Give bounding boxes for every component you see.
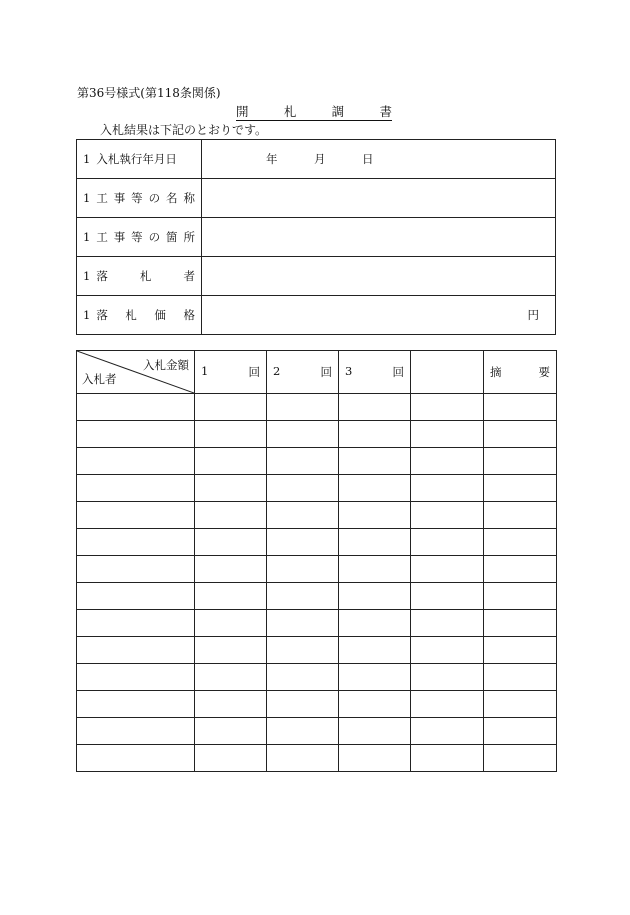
info-row-price <box>77 296 556 335</box>
extra-cell[interactable] <box>411 556 484 583</box>
label-text <box>96 229 201 245</box>
year-unit: 年 <box>266 152 278 166</box>
item-number: 1 <box>83 269 91 283</box>
intro-text: 入札結果は下記のとおりです。 <box>100 123 268 137</box>
label-char: 札 <box>125 308 137 322</box>
extra-cell[interactable] <box>411 394 484 421</box>
round-1-cell[interactable] <box>195 448 267 475</box>
info-row-date <box>77 140 556 179</box>
round-3-cell[interactable] <box>339 529 411 556</box>
round-unit: 回 <box>320 365 332 379</box>
round-1-cell[interactable] <box>195 691 267 718</box>
round-1-cell[interactable] <box>195 556 267 583</box>
round-1-cell[interactable] <box>195 529 267 556</box>
round-1-cell[interactable] <box>195 421 267 448</box>
round-3-cell[interactable] <box>339 448 411 475</box>
round-3-cell[interactable] <box>339 502 411 529</box>
round-2-cell[interactable] <box>267 664 339 691</box>
extra-cell[interactable] <box>411 718 484 745</box>
table-row <box>77 583 557 610</box>
table-row <box>77 448 557 475</box>
label-char: 等 <box>131 230 143 244</box>
bid-amount-header: 入札金額 <box>143 358 189 372</box>
execution-date-field[interactable] <box>202 140 556 179</box>
label-char: 称 <box>183 191 195 205</box>
bidder-cell[interactable] <box>77 610 195 637</box>
label-char: 札 <box>139 269 152 283</box>
extra-cell[interactable] <box>411 421 484 448</box>
round-2-cell[interactable] <box>267 502 339 529</box>
round-2-cell[interactable] <box>267 448 339 475</box>
label-char: 落 <box>96 269 108 283</box>
label-char: 落 <box>96 308 108 322</box>
extra-cell[interactable] <box>411 637 484 664</box>
remarks-header <box>484 351 557 394</box>
item-number: 1 <box>83 308 91 322</box>
round-2-cell[interactable] <box>267 475 339 502</box>
extra-header <box>411 351 484 394</box>
bidder-cell[interactable] <box>77 664 195 691</box>
label-char: 工 <box>96 191 108 205</box>
info-row-name <box>77 179 556 218</box>
bid-table-header <box>77 351 557 394</box>
bidder-cell[interactable] <box>77 394 195 421</box>
title-char: 書 <box>379 104 392 119</box>
round-3-cell[interactable] <box>339 637 411 664</box>
label-text <box>96 307 201 323</box>
round-3-cell[interactable] <box>339 610 411 637</box>
label-char: 箇 <box>166 230 178 244</box>
label-char: 所 <box>183 230 195 244</box>
diagonal-header-cell <box>77 351 195 394</box>
remarks-cell[interactable] <box>484 691 557 718</box>
remarks-cell[interactable] <box>484 475 557 502</box>
extra-cell[interactable] <box>411 610 484 637</box>
form-number: 第36号様式(第118条関係) <box>77 86 221 100</box>
round-unit: 回 <box>392 365 404 379</box>
remarks-cell[interactable] <box>484 583 557 610</box>
bidder-cell[interactable] <box>77 421 195 448</box>
round-2-header <box>267 351 339 394</box>
round-1-cell[interactable] <box>195 664 267 691</box>
round-3-cell[interactable] <box>339 556 411 583</box>
table-row <box>77 556 557 583</box>
round-2-cell[interactable] <box>267 718 339 745</box>
extra-cell[interactable] <box>411 502 484 529</box>
extra-cell[interactable] <box>411 475 484 502</box>
round-1-cell[interactable] <box>195 502 267 529</box>
remarks-char: 摘 <box>490 365 502 379</box>
label-char: 事 <box>113 191 126 205</box>
label-char: 等 <box>131 191 143 205</box>
extra-cell[interactable] <box>411 529 484 556</box>
table-row <box>77 610 557 637</box>
bidder-cell[interactable] <box>77 529 195 556</box>
title-char: 札 <box>283 104 297 119</box>
table-row <box>77 718 557 745</box>
bidder-cell[interactable] <box>77 637 195 664</box>
round-3-cell[interactable] <box>339 394 411 421</box>
label-char: 事 <box>113 230 126 244</box>
table-row <box>77 421 557 448</box>
extra-cell[interactable] <box>411 664 484 691</box>
table-row <box>77 691 557 718</box>
label-text <box>96 190 201 206</box>
work-location-field[interactable] <box>202 218 556 257</box>
remarks-cell[interactable] <box>484 421 557 448</box>
label-char: の <box>148 191 161 205</box>
remarks-cell[interactable] <box>484 718 557 745</box>
round-3-cell[interactable] <box>339 718 411 745</box>
table-row <box>77 529 557 556</box>
round-3-cell[interactable] <box>339 745 411 772</box>
bidder-cell[interactable] <box>77 745 195 772</box>
extra-cell[interactable] <box>411 745 484 772</box>
label-text <box>96 268 201 284</box>
extra-cell[interactable] <box>411 583 484 610</box>
bidder-cell[interactable] <box>77 583 195 610</box>
info-row-winner <box>77 257 556 296</box>
label-char: 格 <box>183 308 195 322</box>
extra-cell[interactable] <box>411 691 484 718</box>
title-char: 開 <box>236 104 249 119</box>
round-1-cell[interactable] <box>195 637 267 664</box>
label-cell <box>77 218 202 257</box>
round-2-cell[interactable] <box>267 610 339 637</box>
round-unit: 回 <box>248 365 260 379</box>
bidder-cell[interactable] <box>77 502 195 529</box>
label-char: 者 <box>183 269 195 283</box>
day-unit: 日 <box>362 152 374 166</box>
bid-table <box>76 350 557 772</box>
round-1-cell[interactable] <box>195 475 267 502</box>
round-number: 1 <box>201 364 209 378</box>
month-unit: 月 <box>314 152 326 166</box>
remarks-cell[interactable] <box>484 529 557 556</box>
round-3-cell[interactable] <box>339 421 411 448</box>
round-1-cell[interactable] <box>195 745 267 772</box>
bidder-cell[interactable] <box>77 691 195 718</box>
label-char: 価 <box>154 308 166 322</box>
table-row <box>77 394 557 421</box>
round-2-cell[interactable] <box>267 745 339 772</box>
round-2-cell[interactable] <box>267 637 339 664</box>
round-3-header <box>339 351 411 394</box>
bidder-cell[interactable] <box>77 556 195 583</box>
round-2-cell[interactable] <box>267 556 339 583</box>
label-cell <box>77 296 202 335</box>
round-2-cell[interactable] <box>267 583 339 610</box>
item-number: 1 <box>83 230 91 244</box>
table-row <box>77 745 557 772</box>
label-cell <box>77 140 202 179</box>
table-row <box>77 637 557 664</box>
round-2-cell[interactable] <box>267 691 339 718</box>
remarks-cell[interactable] <box>484 637 557 664</box>
remarks-cell[interactable] <box>484 610 557 637</box>
remarks-char: 要 <box>538 365 550 379</box>
round-2-cell[interactable] <box>267 421 339 448</box>
table-row <box>77 664 557 691</box>
info-table <box>76 139 556 335</box>
label-cell <box>77 257 202 296</box>
label-char: の <box>148 230 161 244</box>
round-number: 2 <box>273 364 281 378</box>
round-1-header <box>195 351 267 394</box>
round-3-cell[interactable] <box>339 475 411 502</box>
round-1-cell[interactable] <box>195 583 267 610</box>
remarks-cell[interactable] <box>484 664 557 691</box>
extra-cell[interactable] <box>411 448 484 475</box>
remarks-cell[interactable] <box>484 394 557 421</box>
bidder-cell[interactable] <box>77 475 195 502</box>
winning-price-field[interactable] <box>202 296 556 335</box>
round-2-cell[interactable] <box>267 394 339 421</box>
round-1-cell[interactable] <box>195 610 267 637</box>
remarks-cell[interactable] <box>484 556 557 583</box>
round-3-cell[interactable] <box>339 583 411 610</box>
round-1-cell[interactable] <box>195 394 267 421</box>
table-row <box>77 475 557 502</box>
round-3-cell[interactable] <box>339 691 411 718</box>
round-1-cell[interactable] <box>195 718 267 745</box>
work-name-field[interactable] <box>202 179 556 218</box>
label-char: 工 <box>96 230 108 244</box>
document-title <box>236 104 392 121</box>
winning-bidder-field[interactable] <box>202 257 556 296</box>
item-number: 1 <box>83 191 91 205</box>
label-text: 入札執行年月日 <box>96 152 177 166</box>
remarks-cell[interactable] <box>484 745 557 772</box>
label-cell <box>77 179 202 218</box>
yen-unit: 円 <box>527 308 539 322</box>
remarks-cell[interactable] <box>484 448 557 475</box>
item-number: 1 <box>83 152 91 166</box>
bidder-header: 入札者 <box>82 372 117 386</box>
table-row <box>77 502 557 529</box>
label-char: 名 <box>166 191 178 205</box>
round-number: 3 <box>345 364 353 378</box>
bidder-cell[interactable] <box>77 718 195 745</box>
round-3-cell[interactable] <box>339 664 411 691</box>
title-char: 調 <box>331 104 345 119</box>
round-2-cell[interactable] <box>267 529 339 556</box>
info-row-location <box>77 218 556 257</box>
bidder-cell[interactable] <box>77 448 195 475</box>
remarks-cell[interactable] <box>484 502 557 529</box>
